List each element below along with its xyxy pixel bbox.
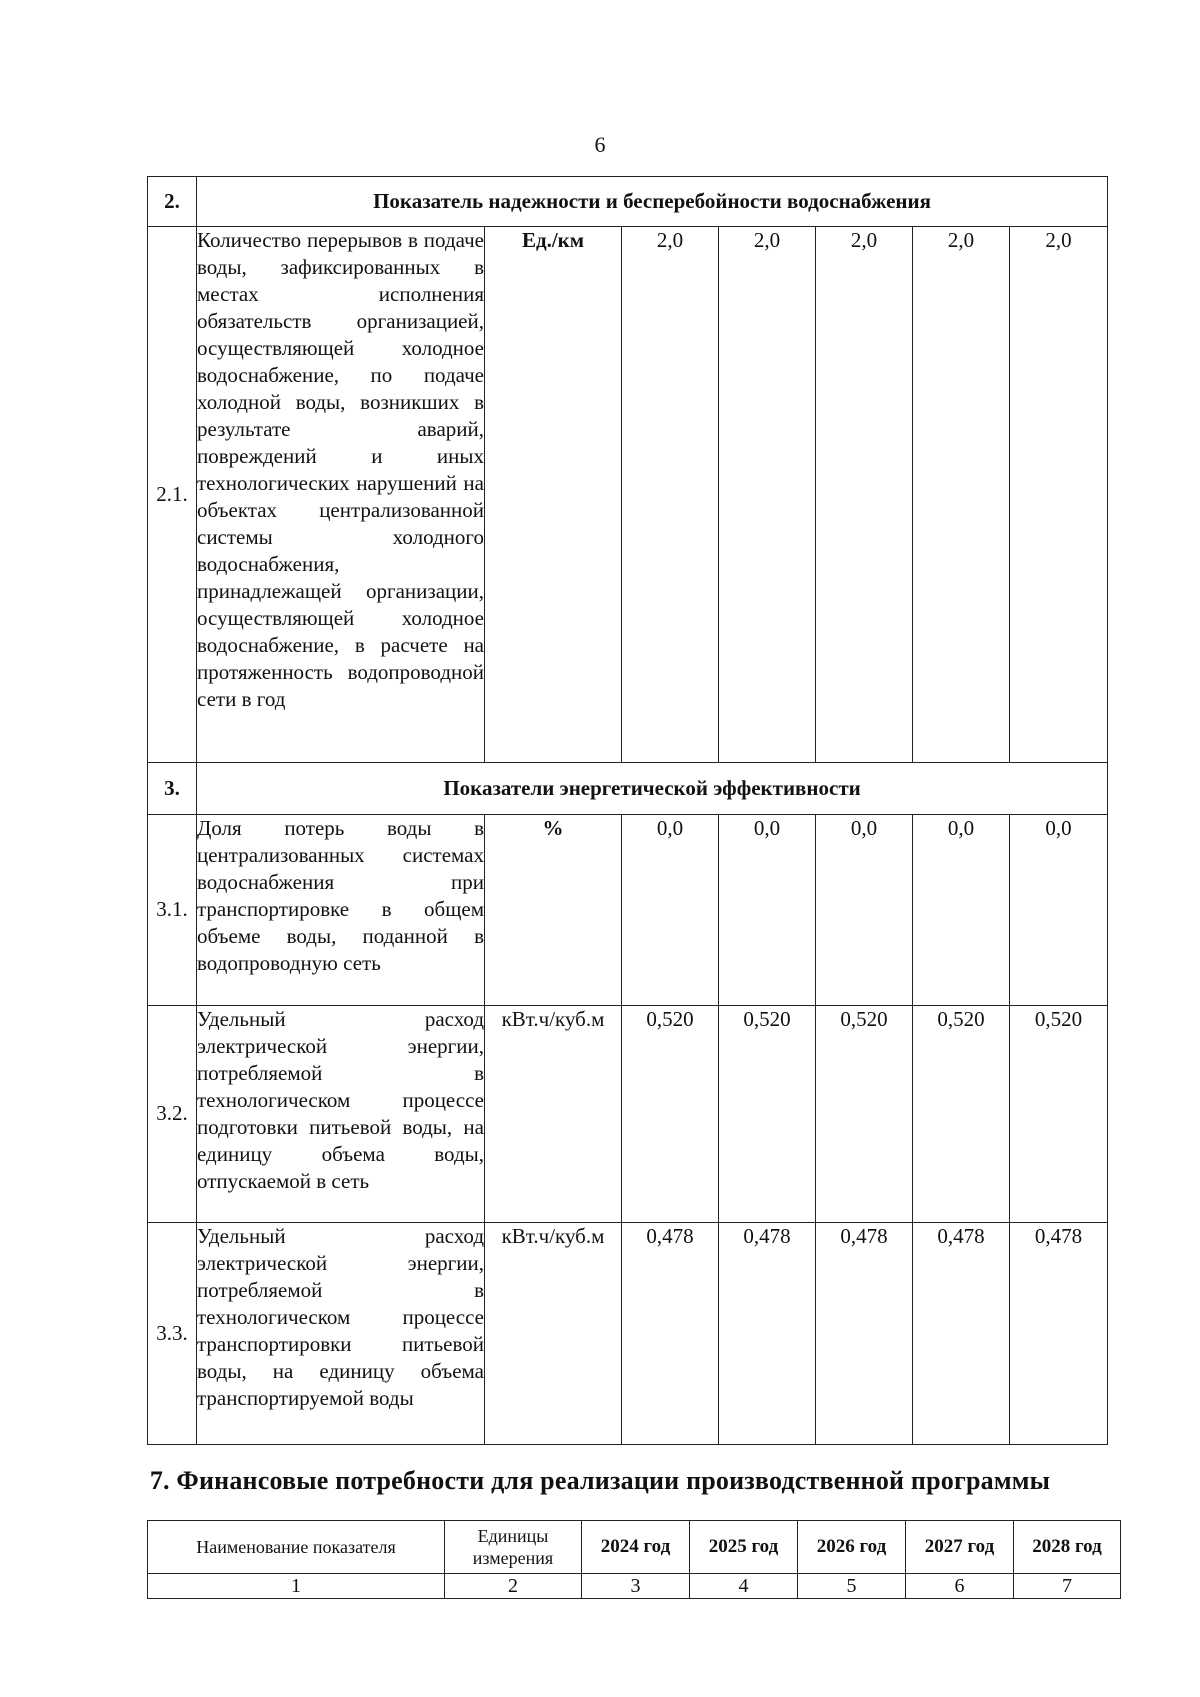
table-row [148,227,1108,763]
value-cell: 0,520 [1010,1005,1108,1223]
row-number: 3.3. [148,1223,197,1445]
indicator-description: Количество перерывов в подаче воды, зафиксированных в местах исполнения обязательств организацией, осуществляющей холодное водоснабжение, по подаче холодной воды, возникших в результате аварий, повреждений и иных технологических нарушений на объектах централизованной системы холодного водоснабжения, принадлежащей организации, осуществляющей холодное водоснабжение, в расчете на протяженность водопроводной сети в год [197,227,485,763]
value-cell: 0,0 [622,815,719,1006]
section-number: 3. [148,762,197,814]
value-cell: 0,520 [622,1005,719,1223]
column-index: 5 [798,1574,906,1599]
value-cell: 2,0 [719,227,816,763]
column-header: 2025 год [690,1521,798,1574]
section-title: Показатели энергетической эффективности [197,762,1108,814]
column-header: 2027 год [906,1521,1014,1574]
value-cell: 2,0 [913,227,1010,763]
row-number: 2.1. [148,227,197,763]
table-row [148,815,1108,1006]
table-row [148,1005,1108,1223]
index-row [148,1574,1121,1599]
value-cell: 0,0 [816,815,913,1006]
value-cell: 0,0 [913,815,1010,1006]
value-cell: 2,0 [816,227,913,763]
section-number: 2. [148,177,197,227]
unit-cell: Ед./км [485,227,622,763]
value-cell: 0,0 [1010,815,1108,1006]
row-number: 3.2. [148,1005,197,1223]
page-number: 6 [594,132,606,157]
indicator-description: Доля потерь воды в централизованных системах водоснабжения при транспортировке в общем объеме воды, поданной в водопроводную сеть [197,815,485,1006]
unit-cell: кВт.ч/куб.м [485,1005,622,1223]
value-cell: 0,520 [816,1005,913,1223]
value-cell: 0,0 [719,815,816,1006]
value-cell: 2,0 [622,227,719,763]
value-cell: 0,478 [913,1223,1010,1445]
indicators-table [147,176,1108,1445]
value-cell: 0,520 [719,1005,816,1223]
column-header: 2024 год [582,1521,690,1574]
column-header: 2026 год [798,1521,906,1574]
column-index: 1 [148,1574,445,1599]
unit-cell: % [485,815,622,1006]
indicator-description: Удельный расход электрической энергии, потребляемой в технологическом процессе подготовки питьевой воды, на единицу объема воды, отпускаемой в сеть [197,1005,485,1223]
financial-needs-table [147,1520,1121,1599]
value-cell: 0,478 [816,1223,913,1445]
column-index: 3 [582,1574,690,1599]
section-header-row [148,177,1108,227]
column-index: 6 [906,1574,1014,1599]
section-header-row [148,762,1108,814]
column-index: 2 [445,1574,582,1599]
column-header: Единицы измерения [445,1521,582,1574]
value-cell: 0,520 [913,1005,1010,1223]
column-header: 2028 год [1014,1521,1121,1574]
column-header: Наименование показателя [148,1521,445,1574]
column-index: 7 [1014,1574,1121,1599]
value-cell: 0,478 [1010,1223,1108,1445]
table-row [148,1223,1108,1445]
indicator-description: Удельный расход электрической энергии, потребляемой в технологическом процессе транспортировки питьевой воды, на единицу объема транспортируемой воды [197,1223,485,1445]
value-cell: 0,478 [622,1223,719,1445]
value-cell: 0,478 [719,1223,816,1445]
section-heading: 7. Финансовые потребности для реализации производственной программы [149,1466,1051,1495]
header-row [148,1521,1121,1574]
column-index: 4 [690,1574,798,1599]
value-cell: 2,0 [1010,227,1108,763]
section-title: Показатель надежности и бесперебойности водоснабжения [197,177,1108,227]
row-number: 3.1. [148,815,197,1006]
unit-cell: кВт.ч/куб.м [485,1223,622,1445]
